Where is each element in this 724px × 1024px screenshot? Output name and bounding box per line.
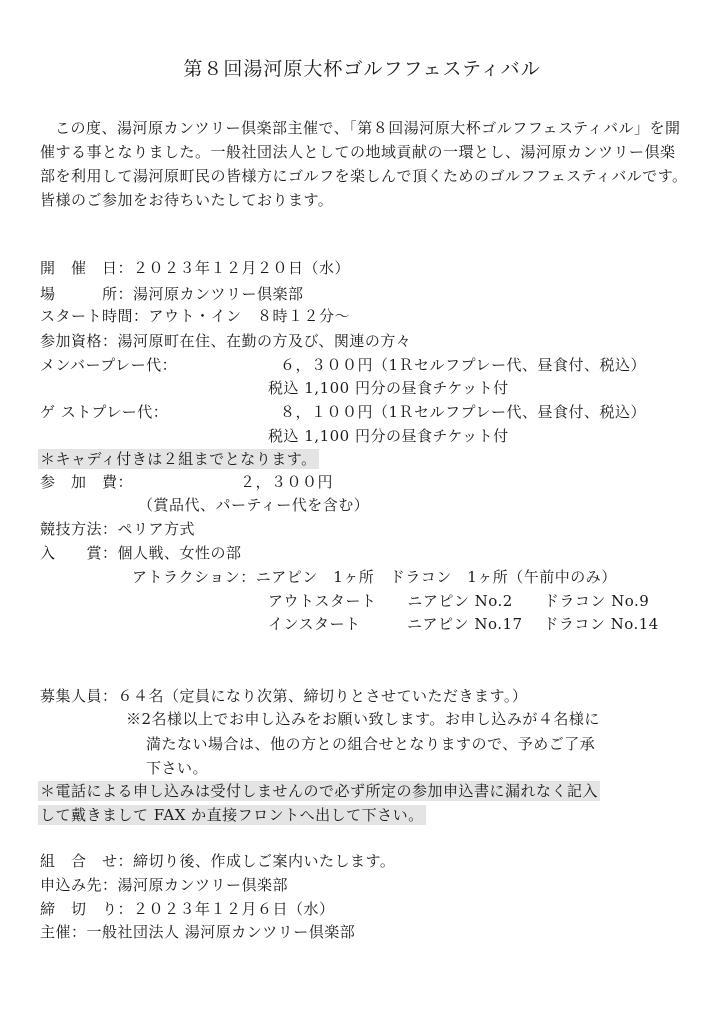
deadline-value: ２０２３年１２月６日（水） [133, 900, 335, 918]
date-row [40, 258, 350, 278]
attraction-label: アトラクション： [132, 568, 256, 586]
intro-paragraph [40, 116, 690, 212]
eligibility-label: 参加資格： [40, 332, 118, 350]
format-row [40, 519, 195, 539]
guest-fee-row [40, 402, 646, 422]
apply-to-value: 湯河原カンツリー倶楽部 [117, 876, 289, 894]
phone-note-line [38, 805, 426, 825]
recruit-note-line: 下さい。 [146, 759, 209, 777]
document-title: 第８回湯河原大杯ゴルフフェスティバル [183, 58, 541, 80]
in-start-row: インスタート ニアピン No.17 ドラコン No.14 [268, 615, 659, 633]
apply-to-label: 申込み先： [40, 876, 118, 894]
entry-fee-value: ２，３００円 [240, 473, 334, 491]
organizer-value: 一般社団法人 湯河原カンツリー倶楽部 [86, 923, 356, 941]
member-fee-value: ６，３００円（1Ｒセルフプレー代、昼食付、税込） [280, 356, 646, 374]
date-value: ２０２３年１２月２０日（水） [133, 259, 351, 277]
out-start-row: アウトスタート ニアピン No.2 ドラコン No.9 [268, 592, 650, 610]
caddie-note: ＊キャディ付きは２組までとなります。 [40, 450, 317, 468]
entry-fee-label: 参 加 費： [40, 473, 134, 491]
guest-fee-label: ゲ ストプレー代： [40, 403, 169, 421]
prizes-row [40, 543, 242, 563]
eligibility-row [40, 331, 411, 351]
entry-fee-row [40, 472, 333, 492]
start-time-label: スタート時間： [40, 307, 149, 325]
intro-text: この度、湯河原カンツリー倶楽部主催で、「第８回湯河原大杯ゴルフフェスティバル」を開催する事となりました。一般社団法人としての地域貢献の一環とし、湯河原カンツリー倶楽部を利用して湯河原町民の皆様方にゴルフを楽しんで頂くためのゴルフフェスティバルです。皆様のご参加をお待ちいたしております。 [40, 119, 688, 209]
pairing-row [40, 851, 395, 871]
recruit-label: 募集人員： [40, 687, 118, 705]
venue-label: 場 所： [40, 285, 134, 303]
start-time-value: アウト・イン ８時１２分～ [148, 307, 351, 325]
start-time-row [40, 306, 350, 326]
apply-to-row [40, 875, 288, 895]
date-label: 開 催 日： [40, 259, 134, 277]
venue-row [40, 284, 304, 304]
member-fee-label: メンバープレー代： [40, 356, 178, 374]
caddie-note-row [38, 449, 319, 469]
recruit-row [40, 686, 527, 706]
recruit-note-line: ※2名様以上でお申し込みをお願い致します。お申し込みが４名様に [126, 710, 600, 728]
format-label: 競技方法： [40, 520, 118, 538]
deadline-label: 締 切 り： [40, 900, 134, 918]
guest-fee-note: 税込 1,100 円分の昼食チケット付 [268, 427, 509, 445]
entry-fee-note: （賞品代、パーティー代を含む） [138, 496, 370, 514]
prizes-label: 入 賞： [40, 544, 118, 562]
format-value: ペリア方式 [117, 520, 196, 538]
pairing-value: 締切り後、作成しご案内いたします。 [133, 852, 396, 870]
recruit-note-line: 満たない場合は、他の方との組合せとなりますので、予めご了承 [146, 735, 596, 753]
phone-note-text: して戴きまして FAX か直接フロントへ出して下さい。 [40, 806, 424, 824]
prizes-value: 個人戦、女性の部 [117, 544, 242, 562]
guest-fee-value: ８，１００円（1Ｒセルフプレー代、昼食付、税込） [280, 403, 646, 421]
pairing-label: 組 合 せ： [40, 852, 134, 870]
organizer-row [40, 922, 355, 942]
member-fee-row [40, 355, 646, 375]
recruit-value: ６４名（定員になり次第、締切りとさせていただきます。） [117, 687, 528, 705]
organizer-label: 主催： [40, 923, 87, 941]
eligibility-value: 湯河原町在住、在勤の方及び、関連の方々 [117, 332, 412, 350]
venue-value: 湯河原カンツリー倶楽部 [133, 285, 304, 303]
deadline-row [40, 899, 335, 919]
attraction-value: ニアピン 1ヶ所 ドラコン 1ヶ所（午前中のみ） [255, 568, 617, 586]
member-fee-note: 税込 1,100 円分の昼食チケット付 [268, 379, 509, 397]
phone-note-text: ＊電話による申し込みは受付しませんので必ず所定の参加申込書に漏れなく記入 [40, 782, 599, 800]
attraction-row [132, 567, 617, 587]
phone-note-line [38, 781, 600, 801]
